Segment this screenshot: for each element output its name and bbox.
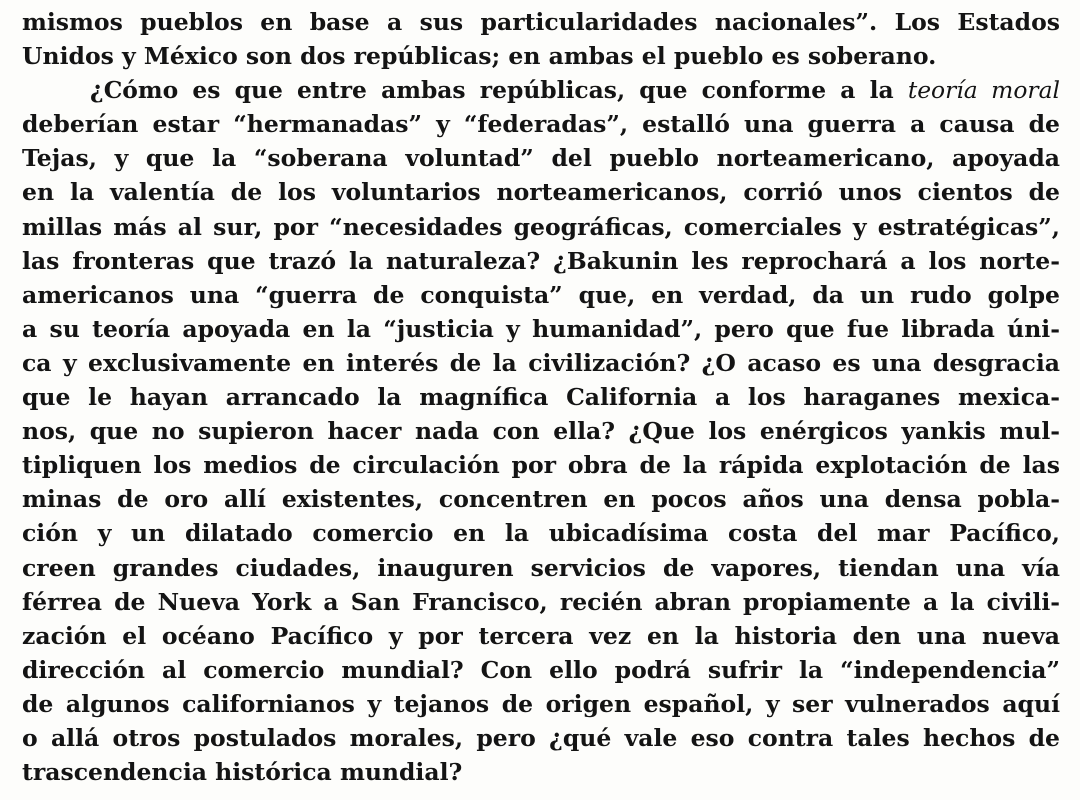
text-line: férrea de Nueva York a San Francisco, recién abran propiamente a la civili- [22, 587, 1060, 616]
text-line: tipliquen los medios de circulación por obra de la rápida explotación de las [22, 451, 1060, 480]
text-line: de algunos californianos y tejanos de origen español, y ser vulnerados aquí [22, 689, 1060, 718]
text-line: minas de oro allí existentes, concentren en pocos años una densa pobla- [22, 485, 1060, 514]
text-line: que le hayan arrancado la magnífica California a los haraganes mexica- [22, 383, 1060, 412]
text-line: en la valentía de los voluntarios norteamericanos, corrió unos cientos de [22, 178, 1060, 207]
text-line: millas más al sur, por “necesidades geográficas, comerciales y estratégicas”, [22, 212, 1060, 241]
text-line: a su teoría apoyada en la “justicia y humanidad”, pero que fue librada úni- [22, 314, 1060, 343]
text-line: deberían estar “hermanadas” y “federadas”, estalló una guerra a causa de [22, 110, 1060, 139]
line-text: ¿Cómo es que entre ambas repúblicas, que conforme a la [90, 76, 908, 105]
text-line: dirección al comercio mundial? Con ello podrá sufrir la “independencia” [22, 655, 1060, 684]
text-line: trascendencia histórica mundial? [22, 758, 463, 787]
cut-off-next-line [0, 790, 1080, 800]
body-text [22, 5, 1060, 789]
text-line: nos, que no supieron hacer nada con ella? ¿Que los enérgicos yankis mul- [22, 417, 1060, 446]
text-line-paragraph-start [22, 73, 1060, 107]
text-line: americanos una “guerra de conquista” que, en verdad, da un rudo golpe [22, 280, 1060, 309]
text-line: las fronteras que trazó la naturaleza? ¿Bakunin les reprochará a los norte- [22, 246, 1060, 275]
text-line: zación el océano Pacífico y por tercera vez en la historia den una nueva [22, 621, 1060, 650]
text-line: Tejas, y que la “soberana voluntad” del pueblo norteamericano, apoyada [22, 144, 1060, 173]
text-line: ción y un dilatado comercio en la ubicadísima costa del mar Pacífico, [22, 519, 1060, 548]
text-line: mismos pueblos en base a sus particularidades nacionales”. Los Estados [22, 8, 1060, 36]
text-line: creen grandes ciudades, inauguren servicios de vapores, tiendan una vía [22, 553, 1060, 582]
text-line: o allá otros postulados morales, pero ¿qué vale eso contra tales hechos de [22, 723, 1060, 752]
cut-off-glyph-tops [85, 790, 1060, 800]
text-line: Unidos y México son dos repúblicas; en ambas el pueblo es soberano. [22, 42, 937, 71]
text-line: ca y exclusivamente en interés de la civilización? ¿O acaso es una desgracia [22, 348, 1060, 377]
italic-phrase: teoría moral [907, 76, 1061, 105]
